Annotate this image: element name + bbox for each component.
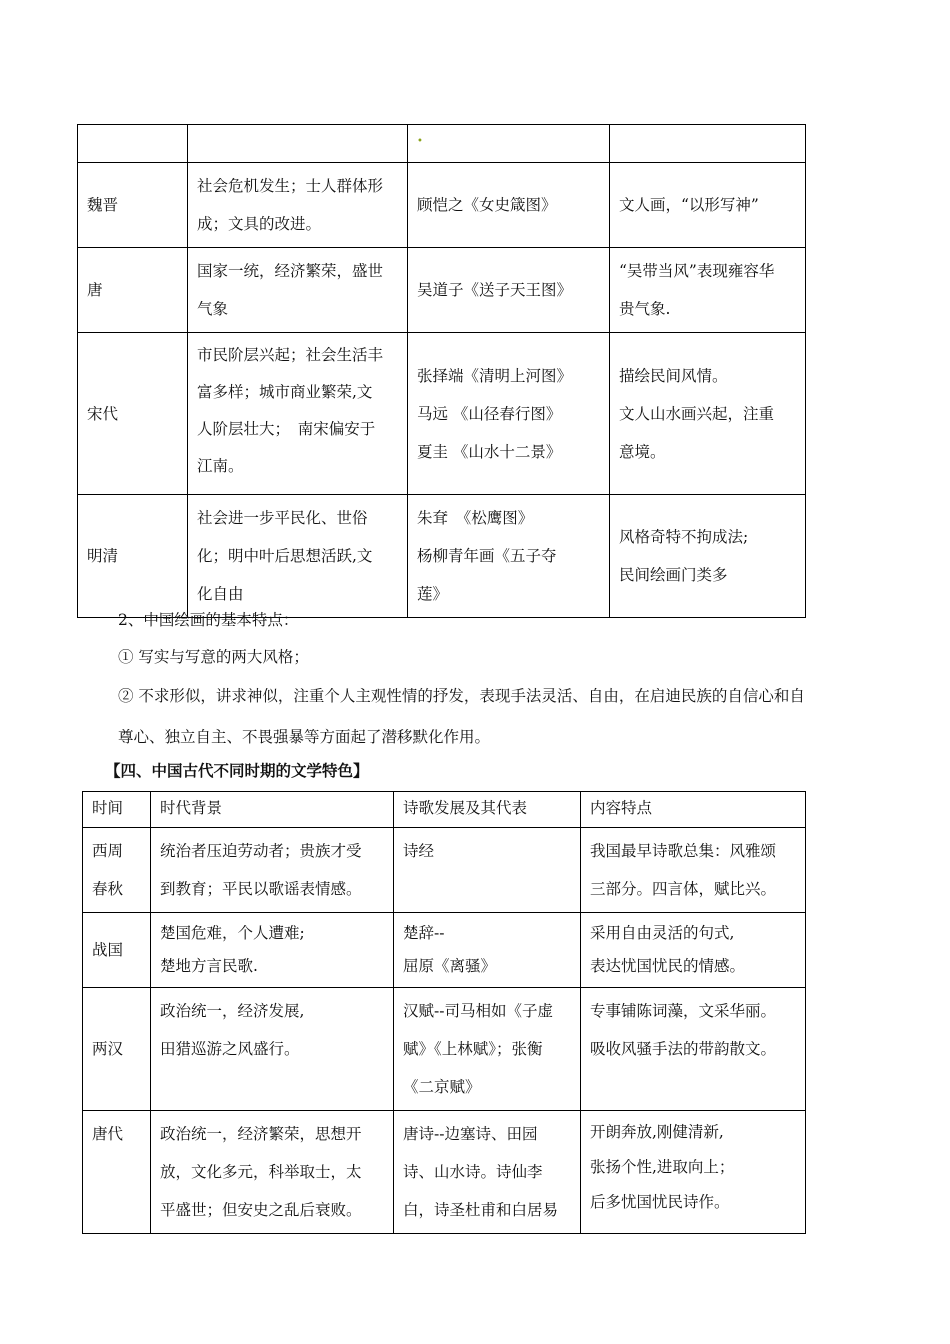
works-cell: 吴道子《送子天王图》	[408, 248, 610, 333]
background-cell: 社会危机发生；士人群体形 成；文具的改进。	[188, 163, 408, 248]
table-row	[83, 828, 806, 913]
table-row	[78, 333, 806, 495]
table-cell	[188, 125, 408, 163]
table-row	[83, 988, 806, 1111]
table-row	[83, 1111, 806, 1234]
features-cell: “吴带当风”表现雍容华 贵气象.	[610, 248, 806, 333]
table-header-row	[83, 792, 806, 828]
header-works: 诗歌发展及其代表	[394, 792, 581, 828]
period-cell: 魏晋	[78, 163, 188, 248]
period-cell: 唐代	[83, 1111, 151, 1234]
period-cell: 宋代	[78, 333, 188, 495]
features-cell: 文人画，“以形写神”	[610, 163, 806, 248]
section-2-heading: 2、中国绘画的基本特点：	[118, 611, 299, 629]
works-cell: 张择端《清明上河图》 马远 《山径春行图》 夏圭 《山水十二景》	[408, 333, 610, 495]
background-cell: 政治统一，经济繁荣，思想开 放，文化多元，科举取士，太 平盛世；但安史之乱后衰败。	[151, 1111, 394, 1234]
background-cell: 市民阶层兴起；社会生活丰 富多样；城市商业繁荣,文 人阶层壮大； 南宋偏安于 江南。	[188, 333, 408, 495]
features-cell: 风格奇特不拘成法; 民间绘画门类多	[610, 495, 806, 618]
period-cell: 唐	[78, 248, 188, 333]
background-cell: 楚国危难，个人遭难; 楚地方言民歌.	[151, 913, 394, 988]
header-features: 内容特点	[581, 792, 806, 828]
features-cell: 开朗奔放,刚健清新, 张扬个性,进取向上； 后多忧国忧民诗作。	[581, 1111, 806, 1234]
works-cell: 朱耷 《松鹰图》 杨柳青年画《五子夺 莲》	[408, 495, 610, 618]
background-cell: 统治者压迫劳动者；贵族才受 到教育；平民以歌谣表情感。	[151, 828, 394, 913]
works-cell: 汉赋--司马相如《子虚 赋》《上林赋》；张衡 《二京赋》	[394, 988, 581, 1111]
features-cell: 采用自由灵活的句式, 表达忧国忧民的情感。	[581, 913, 806, 988]
dot-mark-icon: •	[417, 136, 423, 147]
table-cell	[610, 125, 806, 163]
table-row	[78, 163, 806, 248]
header-background: 时代背景	[151, 792, 394, 828]
period-cell: 战国	[83, 913, 151, 988]
background-cell: 国家一统，经济繁荣，盛世 气象	[188, 248, 408, 333]
literature-table	[82, 791, 806, 1234]
works-cell: 唐诗--边塞诗、田园 诗、山水诗。诗仙李 白，诗圣杜甫和白居易	[394, 1111, 581, 1234]
table-cell	[408, 125, 610, 163]
table-row	[78, 125, 806, 163]
period-cell: 明清	[78, 495, 188, 618]
features-cell: 我国最早诗歌总集：风雅颂 三部分。四言体，赋比兴。	[581, 828, 806, 913]
table-cell	[78, 125, 188, 163]
table-row	[78, 495, 806, 618]
period-cell: 西周 春秋	[83, 828, 151, 913]
header-time: 时间	[83, 792, 151, 828]
works-cell: 楚辞-- 屈原《离骚》	[394, 913, 581, 988]
painting-table	[77, 124, 806, 618]
feature-point-1: ① 写实与写意的两大风格；	[118, 648, 309, 666]
works-cell: 诗经	[394, 828, 581, 913]
works-cell: 顾恺之《女史箴图》	[408, 163, 610, 248]
features-cell: 专事铺陈词藻，文采华丽。 吸收风骚手法的带韵散文。	[581, 988, 806, 1111]
feature-point-2: ② 不求形似，讲求神似，注重个人主观性情的抒发，表现手法灵活、自由，在启迪民族的自信心和自尊心、独立自主、不畏强暴等方面起了潜移默化作用。	[118, 687, 805, 746]
background-cell: 政治统一，经济发展, 田猎巡游之风盛行。	[151, 988, 394, 1111]
features-cell: 描绘民间风情。 文人山水画兴起，注重 意境。	[610, 333, 806, 495]
period-cell: 两汉	[83, 988, 151, 1111]
table-row	[83, 913, 806, 988]
section-4-heading: 【四、中国古代不同时期的文学特色】	[105, 761, 369, 780]
table-row	[78, 248, 806, 333]
background-cell: 社会进一步平民化、世俗 化；明中叶后思想活跃,文 化自由	[188, 495, 408, 618]
